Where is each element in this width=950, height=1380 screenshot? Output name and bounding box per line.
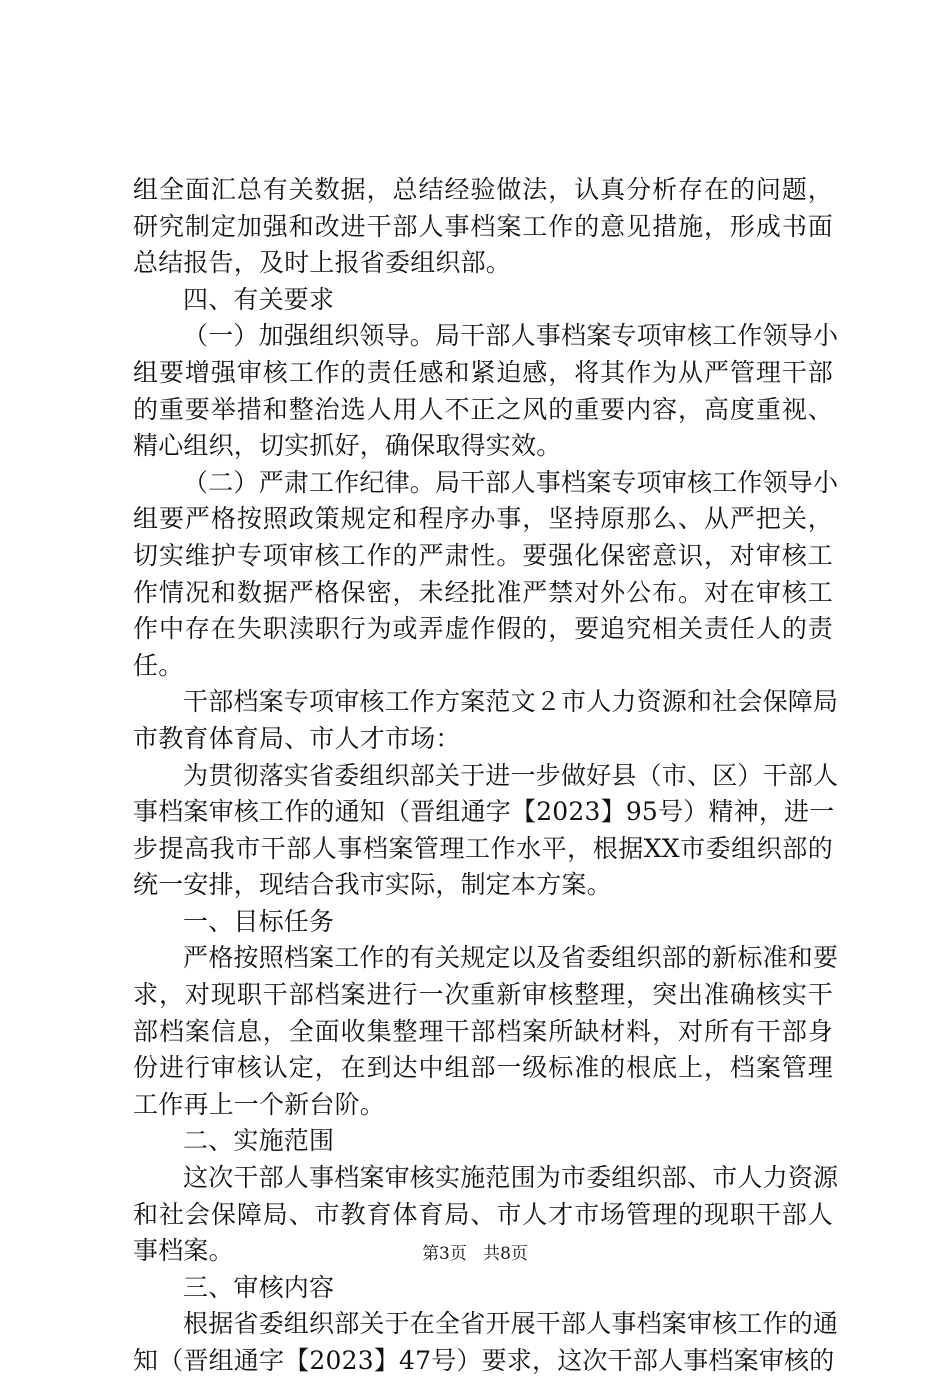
text-line: 这次干部人事档案审核实施范围为市委组织部、市人力资源: [183, 1163, 839, 1193]
text-line: 步提高我市干部人事档案管理工作水平，根据XX市委组织部的: [133, 833, 833, 863]
text-line: 总结报告，及时上报省委组织部。: [133, 248, 512, 278]
section-heading: 一、目标任务: [183, 906, 335, 936]
text-line: 和社会保障局、市教育体育局、市人才市场管理的现职干部人: [133, 1199, 833, 1229]
total-pages: 共8页: [483, 1244, 528, 1264]
document-body: [133, 172, 839, 1380]
text-line: 部档案信息，全面收集整理干部档案所缺材料，对所有干部身: [133, 1016, 833, 1046]
section-heading: 三、审核内容: [183, 1272, 335, 1302]
text-line: 事档案。: [133, 1236, 234, 1266]
footer-spacer: [472, 1244, 477, 1264]
text-line: 统一安排，现结合我市实际，制定本方案。: [133, 870, 612, 900]
text-line: 的重要举措和整治选人用人不正之风的重要内容，高度重视、: [133, 394, 833, 424]
page-footer: [0, 1244, 950, 1264]
text-line: （一）加强组织领导。局干部人事档案专项审核工作领导小: [183, 321, 839, 351]
text-line: 市教育体育局、市人才市场：: [133, 723, 461, 753]
text-line: 工作再上一个新台阶。: [133, 1089, 386, 1119]
section-heading: 四、有关要求: [183, 284, 335, 314]
text-line: 为贯彻落实省委组织部关于进一步做好县（市、区）干部人: [183, 760, 839, 790]
page-number: 第3页: [422, 1244, 467, 1264]
text-line: 干部档案专项审核工作方案范文２市人力资源和社会保障局: [183, 687, 839, 717]
text-line: 研究制定加强和改进干部人事档案工作的意见措施，形成书面: [133, 211, 833, 241]
text-line: 组要增强审核工作的责任感和紧迫感，将其作为从严管理干部: [133, 357, 833, 387]
text-line: 切实维护专项审核工作的严肃性。要强化保密意识，对审核工: [133, 540, 833, 570]
text-line: 严格按照档案工作的有关规定以及省委组织部的新标准和要: [183, 943, 839, 973]
text-line: 组全面汇总有关数据，总结经验做法，认真分析存在的问题，: [133, 175, 833, 204]
text-line: 事档案审核工作的通知（晋组通字【2023】95号）精神，进一: [133, 797, 835, 827]
section-heading: 二、实施范围: [183, 1126, 335, 1156]
text-line: 根据省委组织部关于在全省开展干部人事档案审核工作的通: [183, 1309, 839, 1339]
text-line: 份进行审核认定，在到达中组部一级标准的根底上，档案管理: [133, 1053, 833, 1083]
text-line: 任。: [133, 650, 184, 680]
text-line: 精心组织，切实抓好，确保取得实效。: [133, 431, 562, 461]
text-line: 组要严格按照政策规定和程序办事，坚持原那么、从严把关，: [133, 504, 833, 534]
text-line: 作情况和数据严格保密，未经批准严禁对外公布。对在审核工: [133, 577, 833, 607]
text-line: 作中存在失职渎职行为或弄虚作假的，要追究相关责任人的责: [133, 614, 833, 644]
text-line: 求，对现职干部档案进行一次重新审核整理，突出准确核实干: [133, 980, 833, 1010]
text-line: （二）严肃工作纪律。局干部人事档案专项审核工作领导小: [183, 467, 839, 497]
text-line: 知（晋组通字【2023】47号）要求，这次干部人事档案审核的: [133, 1346, 835, 1375]
